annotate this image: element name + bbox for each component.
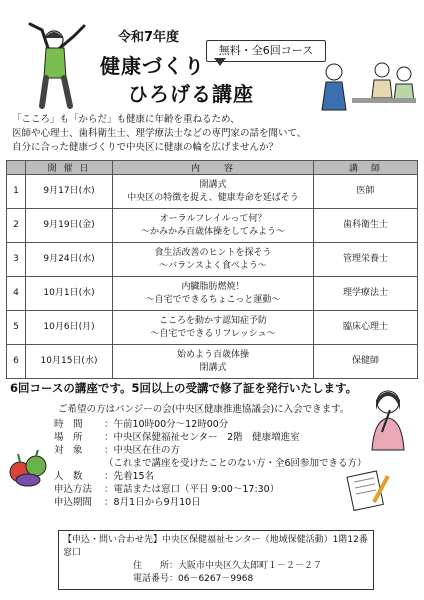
session-lecturer: 保健師 xyxy=(314,345,418,379)
content-title: 内臓脂肪燃焼！ xyxy=(181,281,245,292)
target-row xyxy=(54,444,367,457)
session-date: 10月15日(水) xyxy=(26,345,113,379)
session-content xyxy=(113,209,314,243)
intro-line-2: 医師や心理士、歯科衛生士、理学療法士などの専門家の話を聞いて、 xyxy=(12,128,307,139)
content-subtitle: ～バランスよく食べよう～ xyxy=(159,260,267,271)
session-lecturer: 臨床心理士 xyxy=(314,311,418,345)
target-value: ：中央区在住の方 xyxy=(104,445,181,456)
period-value: ：8月1日から9月10日 xyxy=(104,497,201,508)
table-row xyxy=(7,175,418,209)
session-content xyxy=(113,311,314,345)
contact-address: 住 所：大阪市中央区久太郎町１－２－２７ xyxy=(133,561,323,571)
table-row xyxy=(7,243,418,277)
period-row xyxy=(54,496,367,509)
table-row xyxy=(7,209,418,243)
content-subtitle: ～自宅でできるリフレッシュ～ xyxy=(150,328,276,339)
place-label: 場 所 xyxy=(54,432,83,443)
content-subtitle: ～自宅でできるちょこっと運動～ xyxy=(145,294,281,305)
table-row xyxy=(7,311,418,345)
intro-text xyxy=(12,113,412,155)
notepad-pencil-illustration xyxy=(344,466,392,512)
content-title: 食生活改善のヒントを探そう xyxy=(154,247,272,258)
header-date: 開 催 日 xyxy=(26,161,113,175)
target-note: （これまで講座を受けたことのない方・全6回参加できる方） xyxy=(104,458,367,469)
session-date: 9月19日(金) xyxy=(26,209,113,243)
time-row xyxy=(54,418,367,431)
schedule-table xyxy=(6,160,418,379)
header-lecturer: 講 師 xyxy=(314,161,418,175)
session-lecturer: 医師 xyxy=(314,175,418,209)
session-number: 5 xyxy=(7,311,26,345)
target-note-row xyxy=(54,457,367,470)
session-date: 10月6日(月) xyxy=(26,311,113,345)
certificate-notice: 6回コースの講座です。5回以上の受講で修了証を発行いたします。 xyxy=(10,381,358,395)
session-lecturer: 管理栄養士 xyxy=(314,243,418,277)
session-lecturer: 歯科衛生士 xyxy=(314,209,418,243)
session-number: 6 xyxy=(7,345,26,379)
period-label: 申込期間 xyxy=(54,497,93,508)
time-label: 時 間 xyxy=(54,419,83,430)
session-number: 4 xyxy=(7,277,26,311)
target-label: 対 象 xyxy=(54,445,83,456)
header-content: 内 容 xyxy=(113,161,314,175)
session-date: 9月17日(水) xyxy=(26,175,113,209)
vegetables-illustration xyxy=(6,446,50,488)
content-title: オーラルフレイルって何？ xyxy=(159,213,267,224)
session-content xyxy=(113,345,314,379)
free-course-badge: 無料・全6回コース xyxy=(206,40,326,62)
session-content xyxy=(113,243,314,277)
session-number: 3 xyxy=(7,243,26,277)
session-number: 2 xyxy=(7,209,26,243)
intro-line-1: 「こころ」も「からだ」も健康に年齢を重ねるため、 xyxy=(12,114,240,125)
course-details xyxy=(54,418,367,509)
capacity-value: ：先着15名 xyxy=(104,471,155,482)
content-title: こころを動かす認知症予防 xyxy=(158,315,267,326)
contact-box xyxy=(58,530,374,590)
stretching-person-illustration xyxy=(18,18,98,110)
capacity-row xyxy=(54,470,367,483)
fiscal-year: 令和7年度 xyxy=(118,30,180,45)
consultation-illustration xyxy=(312,58,418,112)
registration-text: ご希望の方はパンジーの会(中央区健康推進協議会)に入会できます。 xyxy=(58,404,350,415)
place-value: ：中央区保健福祉センター 2階 健康増進室 xyxy=(104,432,300,443)
badge-pointer xyxy=(214,58,226,66)
capacity-label: 人 数 xyxy=(54,471,83,482)
contact-phone: 電話番号：06－6267－9968 xyxy=(133,574,254,584)
thinking-woman-illustration xyxy=(360,382,416,452)
session-content xyxy=(113,175,314,209)
session-lecturer: 理学療法士 xyxy=(314,277,418,311)
method-row xyxy=(54,483,367,496)
content-subtitle: 中央区の特徴を捉え、健康寿命を延ばそう xyxy=(127,192,299,203)
content-title: 開講式 xyxy=(199,179,227,190)
content-title: 始めよう百歳体操 xyxy=(176,349,249,360)
schedule-header-row xyxy=(7,161,418,175)
session-date: 9月24日(水) xyxy=(26,243,113,277)
table-row xyxy=(7,345,418,379)
contact-line-1: 【申込・問い合わせ先】中央区保健福祉センター（地域保健活動）1階12番窓口 xyxy=(63,535,368,558)
place-row xyxy=(54,431,367,444)
content-subtitle: 閉講式 xyxy=(199,362,227,373)
session-date: 10月1日(水) xyxy=(26,277,113,311)
time-value: ：午前10時00分～12時00分 xyxy=(104,419,229,430)
title-line-2: ひろげる講座 xyxy=(128,82,254,106)
method-value: ：電話または窓口（平日 9:00～17:30） xyxy=(104,484,280,495)
table-row xyxy=(7,277,418,311)
session-content xyxy=(113,277,314,311)
content-subtitle: ～かみかみ百歳体操をしてみよう～ xyxy=(140,226,285,237)
title-line-1: 健康づくり xyxy=(100,54,205,78)
header-no xyxy=(7,161,26,175)
session-number: 1 xyxy=(7,175,26,209)
intro-line-3: 自分に合った健康づくりで中央区に健康の輪を広げませんか？ xyxy=(12,142,279,153)
method-label: 申込方法 xyxy=(54,484,93,495)
